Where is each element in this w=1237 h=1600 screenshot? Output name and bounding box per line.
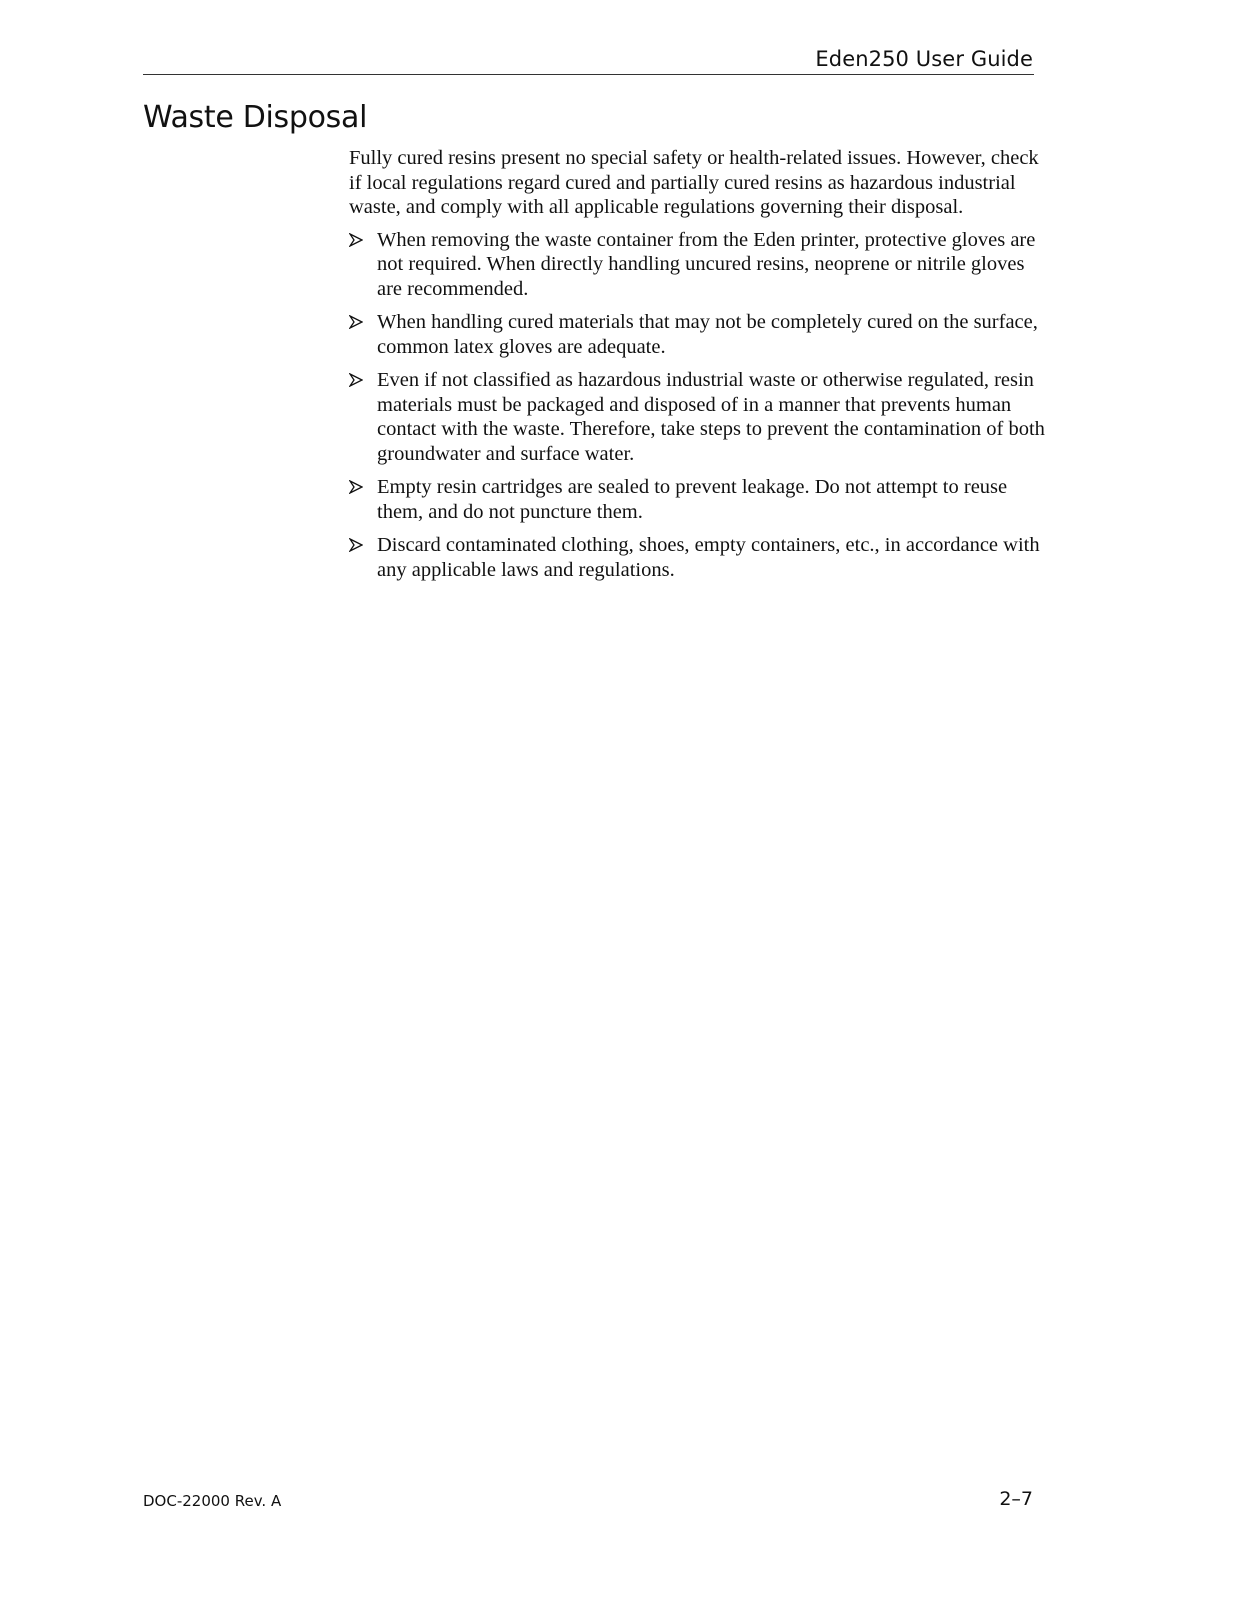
header-rule — [143, 74, 1034, 75]
arrowhead-bullet-icon — [349, 480, 363, 494]
bullet-text: When handling cured materials that may not be completely cured on the surface, common latex gloves are adequate. — [377, 311, 1038, 358]
arrowhead-bullet-icon — [349, 233, 363, 247]
list-item — [349, 368, 1049, 466]
list-item — [349, 310, 1049, 359]
footer-page-number: 2–7 — [999, 1488, 1033, 1510]
section-heading: Waste Disposal — [143, 100, 368, 135]
arrowhead-bullet-icon — [349, 538, 363, 552]
bullet-text: When removing the waste container from the Eden printer, protective gloves are not required. When directly handling uncured resins, neoprene or nitrile gloves are recommended. — [377, 228, 1036, 300]
list-item — [349, 475, 1049, 524]
running-header-title: Eden250 User Guide — [815, 47, 1033, 71]
bullet-list — [349, 228, 1049, 583]
footer-doc-id: DOC-22000 Rev. A — [143, 1492, 282, 1510]
arrowhead-bullet-icon — [349, 315, 363, 329]
bullet-text: Empty resin cartridges are sealed to prevent leakage. Do not attempt to reuse them, and do not puncture them. — [377, 476, 1008, 523]
arrowhead-bullet-icon — [349, 373, 363, 387]
bullet-text: Discard contaminated clothing, shoes, empty containers, etc., in accordance with any applicable laws and regulations. — [377, 534, 1040, 581]
bullet-text: Even if not classified as hazardous industrial waste or otherwise regulated, resin materials must be packaged and disposed of in a manner that prevents human contact with the waste. Therefore, take steps to prevent the contamination of both groundwater and surface water. — [377, 369, 1045, 465]
section-body — [349, 146, 1049, 591]
list-item — [349, 228, 1049, 302]
intro-paragraph: Fully cured resins present no special safety or health-related issues. However, check if local regulations regard cured and partially cured resins as hazardous industrial waste, and comply with all applicable regulations governing their disposal. — [349, 147, 1039, 218]
list-item — [349, 533, 1049, 582]
